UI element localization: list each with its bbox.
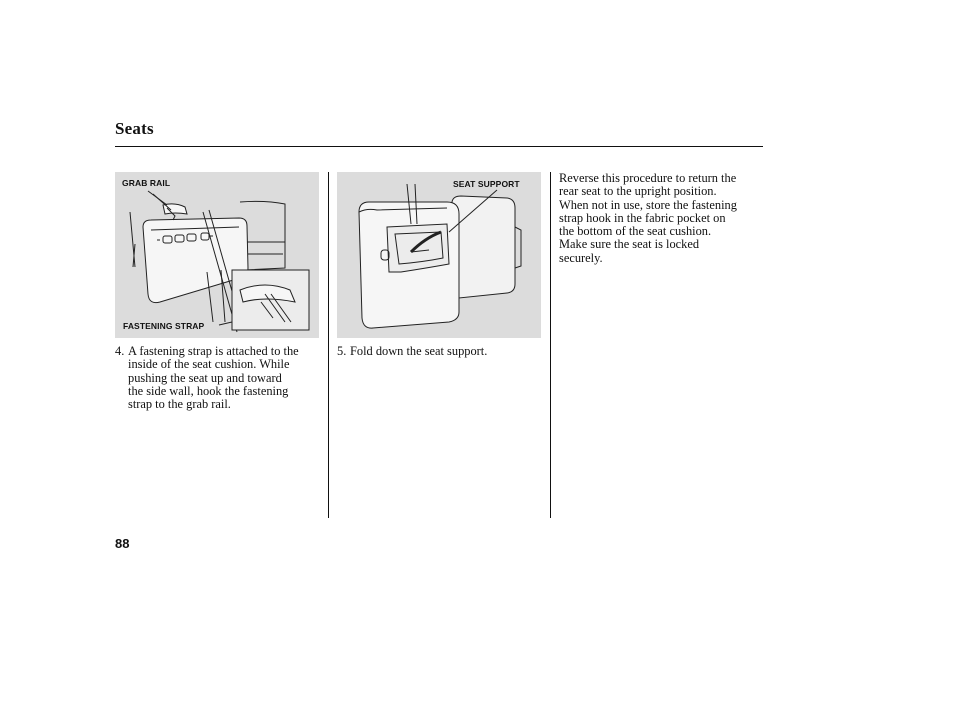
page-number: 88 (115, 536, 130, 551)
step-line: pushing the seat up and toward (128, 370, 282, 385)
step-line: Fold down the seat support. (350, 344, 488, 358)
note-line: rear seat to the upright position. (559, 184, 717, 199)
note-line: the bottom of the seat cushion. (559, 224, 712, 239)
step-5 (337, 345, 549, 365)
step-text (350, 345, 546, 358)
step-4 (115, 345, 327, 425)
grab-rail-illustration (115, 172, 319, 338)
note-line: When not in use, store the fastening (559, 197, 737, 212)
note-line: Make sure the seat is locked (559, 237, 700, 252)
grab-rail-drawing (115, 172, 319, 338)
seat-support-drawing (337, 172, 541, 338)
column-divider-2 (550, 172, 551, 518)
fastening-strap-callout: FASTENING STRAP (123, 321, 205, 331)
section-title: Seats (115, 119, 154, 138)
step-number: 5. (337, 344, 347, 358)
step-line: strap to the grab rail. (128, 397, 231, 412)
seat-support-illustration (337, 172, 541, 338)
step-number: 4. (115, 344, 125, 358)
seat-support-callout: SEAT SUPPORT (453, 179, 520, 189)
note-line: securely. (559, 250, 603, 265)
column-divider-1 (328, 172, 329, 518)
title-rule (115, 146, 763, 147)
grab-rail-callout: GRAB RAIL (122, 178, 171, 188)
step-line: A fastening strap is attached to the (128, 344, 299, 358)
note-line: Reverse this procedure to return the (559, 171, 737, 185)
step-line: the side wall, hook the fastening (128, 383, 289, 398)
note-line: strap hook in the fabric pocket on (559, 210, 726, 225)
step-text (128, 345, 324, 411)
step-line: inside of the seat cushion. While (128, 357, 290, 372)
return-procedure-note (559, 172, 764, 265)
